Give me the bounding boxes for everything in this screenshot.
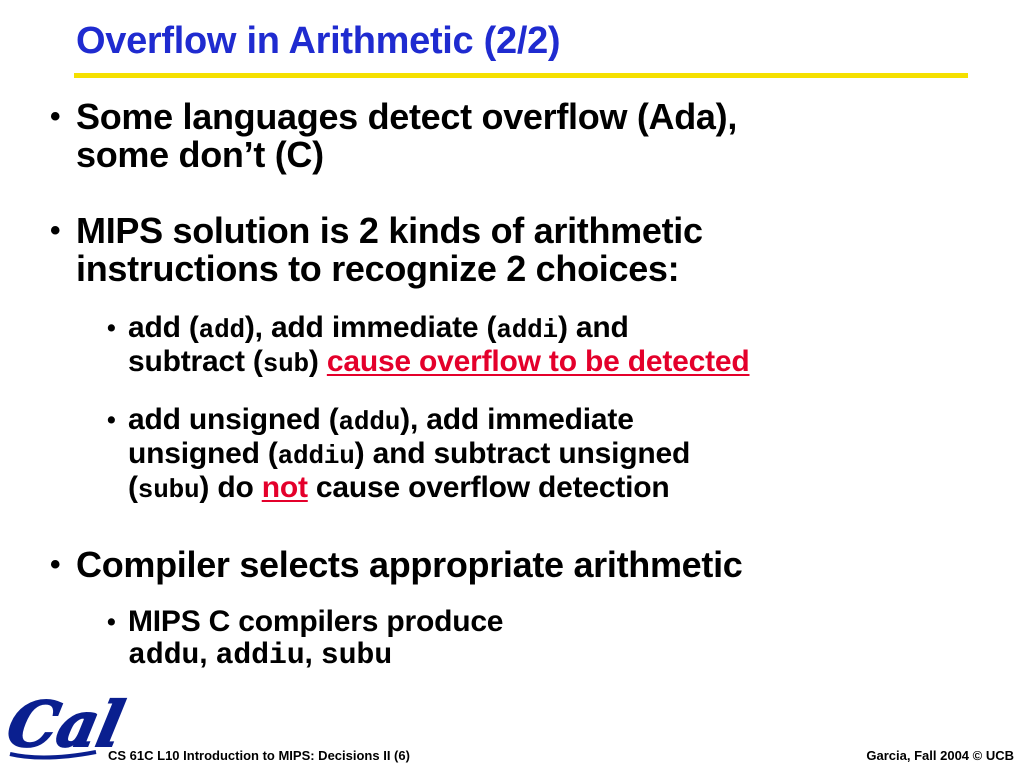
bullet-dot: • bbox=[107, 608, 116, 636]
code-sub: sub bbox=[262, 349, 309, 379]
cal-logo-text: Cal bbox=[1, 687, 130, 761]
bullet-3-line-1: Compiler selects appropriate arithmetic bbox=[76, 544, 743, 585]
slide-title: Overflow in Arithmetic (2/2) bbox=[76, 20, 561, 62]
separator: , bbox=[199, 637, 216, 670]
text-segment: add unsigned ( bbox=[128, 403, 339, 436]
bullet-2 bbox=[50, 210, 703, 289]
text-segment: ( bbox=[128, 471, 138, 504]
code-addu: addu bbox=[338, 407, 401, 437]
text-segment: ) and bbox=[557, 311, 629, 344]
emphasis-detected: cause overflow to be detected bbox=[326, 345, 750, 378]
separator: , bbox=[304, 637, 321, 670]
text-segment: subtract ( bbox=[128, 345, 263, 378]
text-segment: add ( bbox=[128, 311, 199, 344]
sub-bullet-2a-line-2 bbox=[128, 346, 750, 380]
sub-bullet-2a-line-1 bbox=[128, 312, 750, 346]
text-segment: unsigned ( bbox=[128, 437, 278, 470]
code-addiu: addiu bbox=[277, 441, 355, 471]
title-underline bbox=[74, 73, 968, 78]
bullet-2-line-2: instructions to recognize 2 choices: bbox=[76, 248, 680, 289]
bullet-dot: • bbox=[50, 548, 61, 581]
code-add: add bbox=[198, 315, 245, 345]
footer-course-info: CS 61C L10 Introduction to MIPS: Decisions II (6) bbox=[108, 748, 410, 763]
text-segment: ) and subtract unsigned bbox=[354, 437, 691, 470]
sub-bullet-2b-line-2 bbox=[128, 438, 690, 472]
sub-bullet-2b-line-3 bbox=[128, 472, 690, 506]
sub-bullet-2b bbox=[107, 403, 691, 506]
bullet-1 bbox=[50, 96, 738, 175]
bullet-3 bbox=[50, 544, 743, 585]
bullet-2-line-1: MIPS solution is 2 kinds of arithmetic bbox=[76, 210, 703, 251]
footer-copyright: Garcia, Fall 2004 © UCB bbox=[866, 748, 1014, 763]
sub-bullet-2a bbox=[107, 311, 750, 380]
bullet-1-line-2: some don’t (C) bbox=[76, 134, 324, 175]
sub-bullet-3a-line-1: MIPS C compilers produce bbox=[128, 605, 504, 638]
bullet-dot: • bbox=[107, 314, 116, 342]
code-subu: subu bbox=[137, 475, 200, 505]
text-segment: ) bbox=[308, 345, 327, 378]
text-segment: ), add immediate bbox=[400, 403, 634, 436]
code-addi: addi bbox=[496, 315, 558, 345]
code-addu: addu bbox=[128, 639, 200, 673]
text-segment: ), add immediate ( bbox=[244, 311, 497, 344]
cal-logo bbox=[1, 682, 130, 762]
text-segment: cause overflow detection bbox=[307, 471, 670, 504]
sub-bullet-3a bbox=[107, 605, 504, 673]
text-segment: ) do bbox=[199, 471, 262, 504]
sub-bullet-2b-line-1 bbox=[128, 404, 690, 438]
code-addiu: addiu bbox=[215, 639, 305, 673]
sub-bullet-3a-line-2 bbox=[128, 638, 503, 672]
bullet-1-line-1: Some languages detect overflow (Ada), bbox=[76, 96, 738, 137]
bullet-dot: • bbox=[107, 406, 116, 434]
emphasis-not: not bbox=[261, 471, 308, 504]
code-subu: subu bbox=[320, 639, 393, 673]
bullet-dot: • bbox=[50, 214, 61, 247]
bullet-dot: • bbox=[50, 100, 61, 133]
